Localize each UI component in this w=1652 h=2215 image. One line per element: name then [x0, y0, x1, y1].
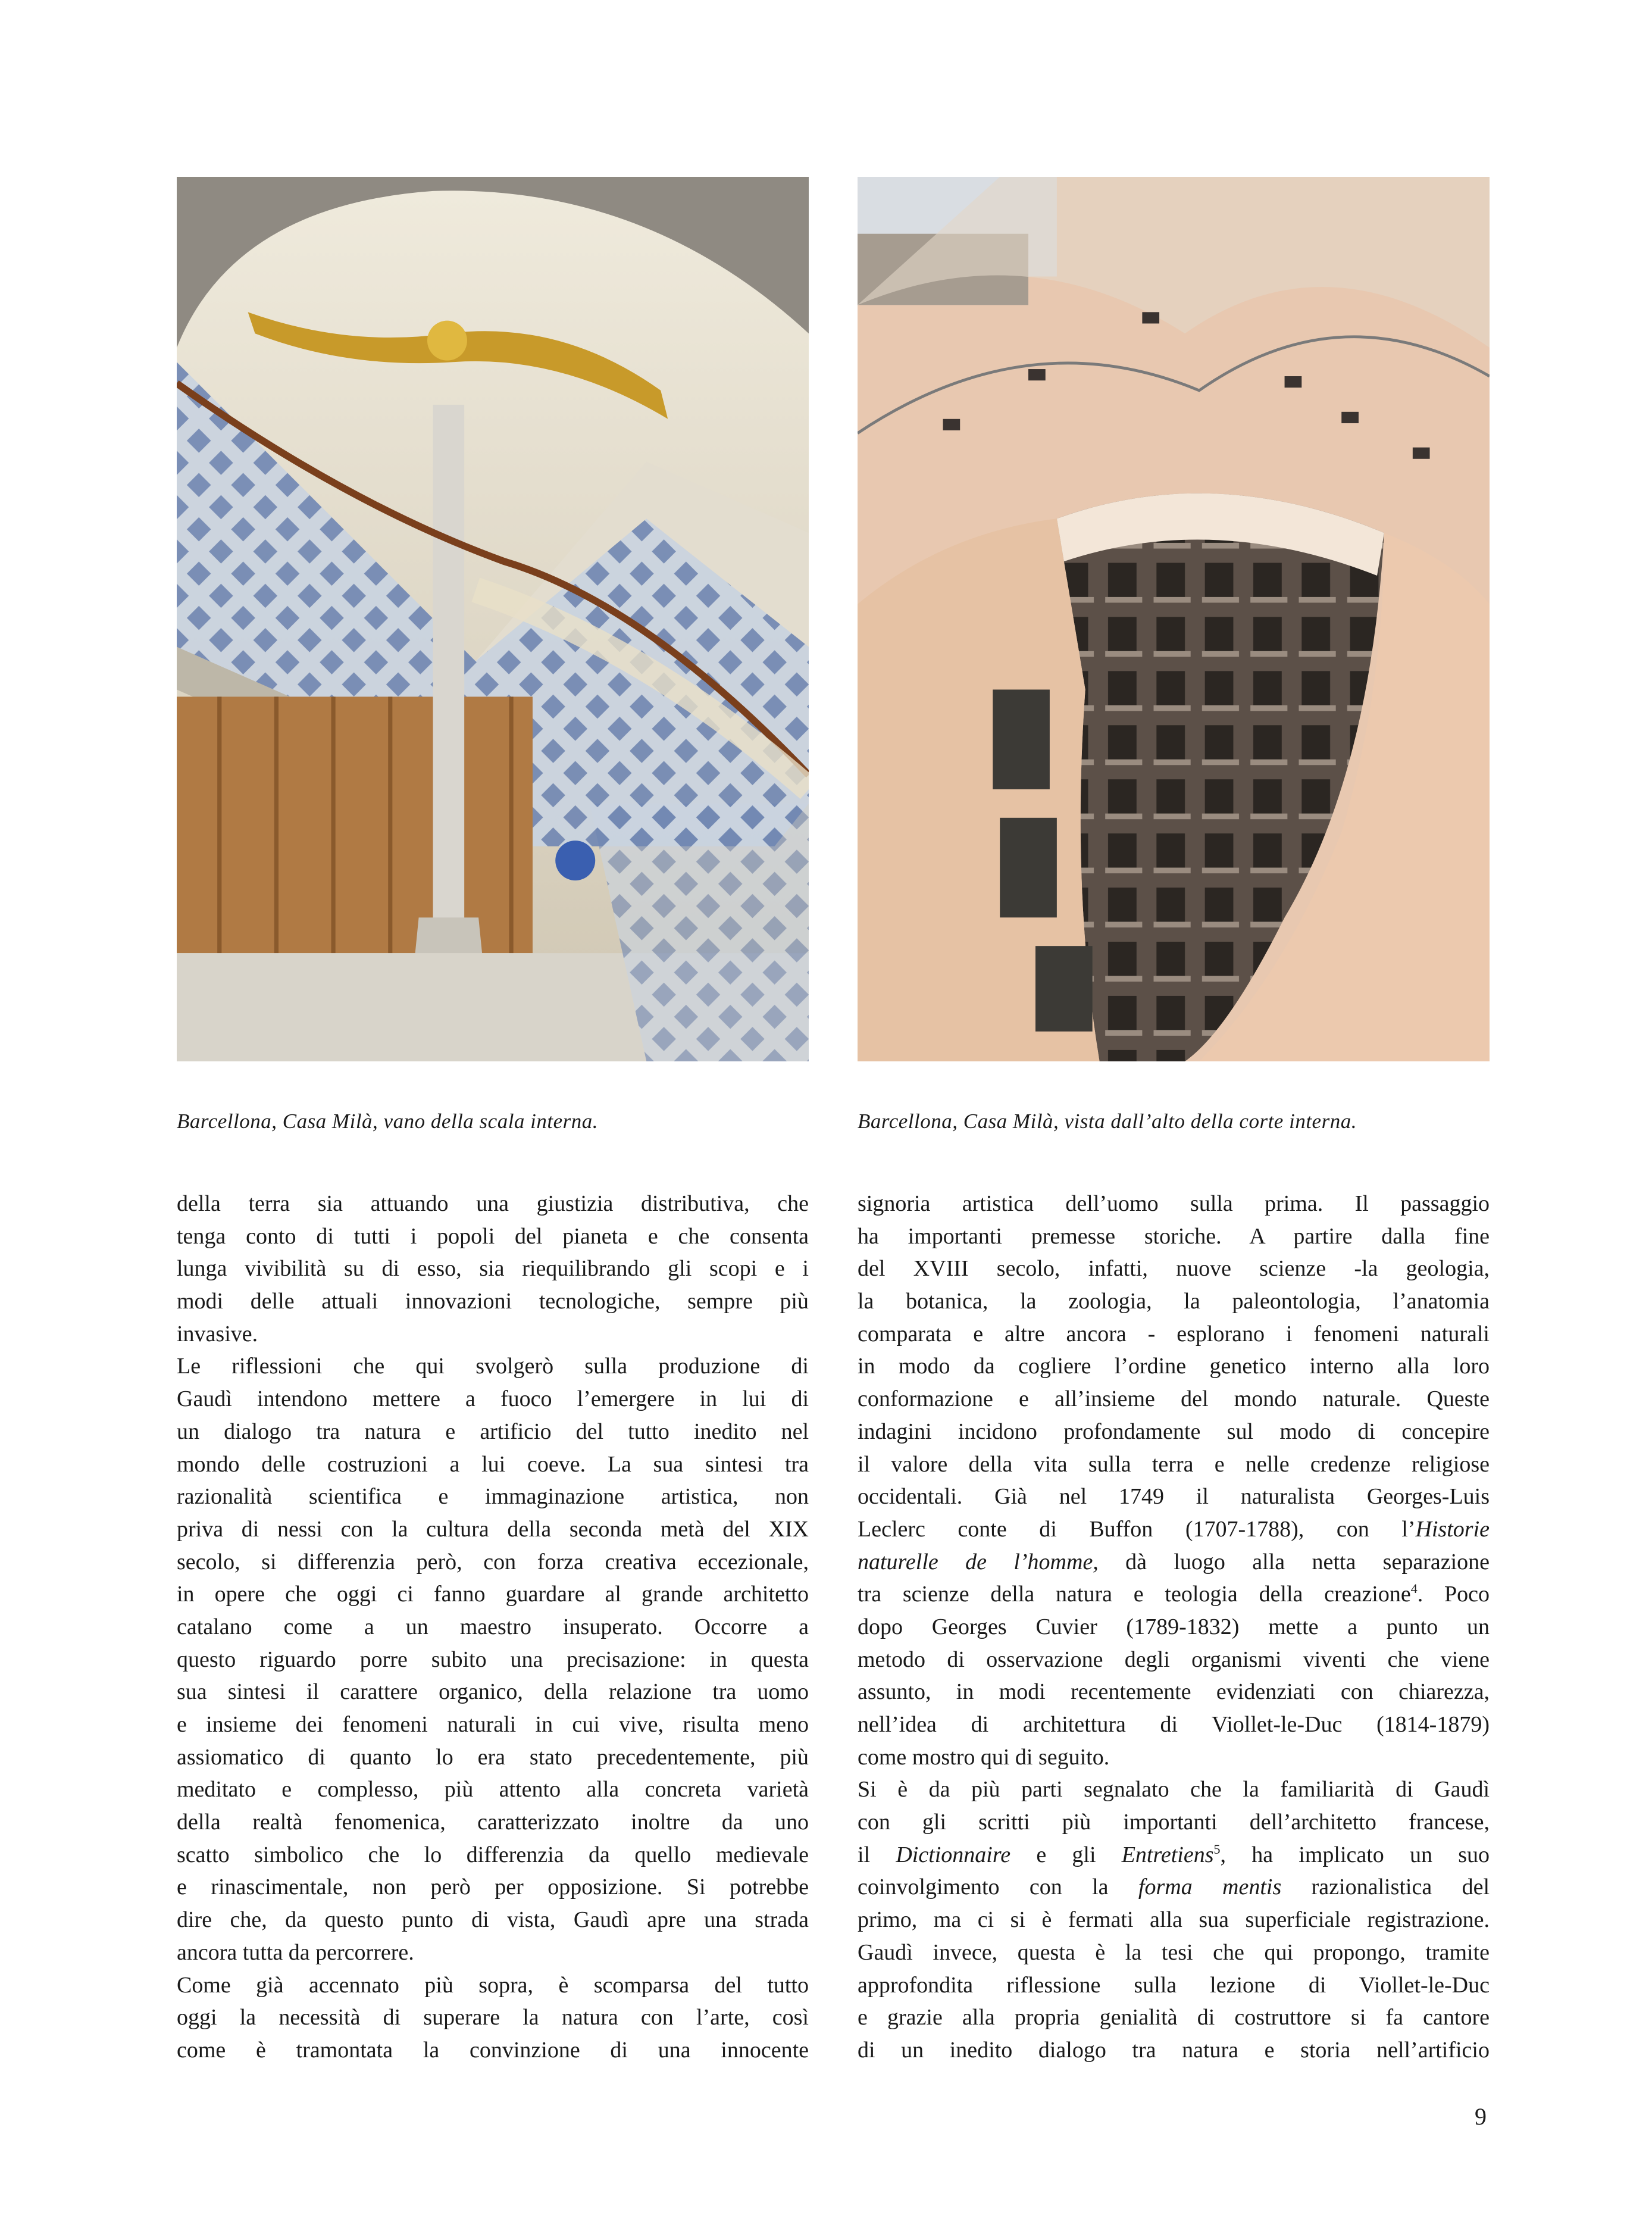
footnote-ref[interactable]: 4	[1410, 1581, 1418, 1597]
text-run[interactable]: modi delle attuali innovazioni tecnologiche, sempre più	[177, 1289, 809, 1314]
text-run[interactable]: assunto, in modi recentemente evidenziati con chiarezza,	[858, 1679, 1490, 1705]
text-run[interactable]: come è tramontata la convinzione di una innocente	[177, 2037, 809, 2063]
text-line	[177, 1871, 809, 1904]
text-line	[177, 1708, 809, 1741]
text-line	[177, 1480, 809, 1513]
italic-title: Dictionnaire	[896, 1842, 1011, 1867]
text-line	[858, 1285, 1490, 1318]
text-run[interactable]: primo, ma ci si è fermati alla sua superficiale registrazione.	[858, 1907, 1490, 1933]
text-run[interactable]: conformazione e all’insieme del mondo naturale. Queste	[858, 1386, 1490, 1412]
italic-title: Entretiens	[1121, 1842, 1214, 1867]
text-run[interactable]: dire che, da questo punto di vista, Gaudì apre una strada	[177, 1907, 809, 1933]
text-line	[858, 1220, 1490, 1253]
text-line	[858, 1480, 1490, 1513]
text-run[interactable]: di un inedito dialogo tra natura e storia nell’artificio	[858, 2037, 1490, 2063]
text-column-right	[858, 1188, 1490, 2067]
text-line	[177, 1252, 809, 1285]
text-line	[177, 1448, 809, 1481]
text-run[interactable]: tenga conto di tutti i popoli del pianeta e che consenta	[177, 1223, 809, 1249]
text-run[interactable]: della terra sia attuando una giustizia distributiva, che	[177, 1191, 809, 1216]
text-run[interactable]: scatto simbolico che lo differenzia da quello medievale	[177, 1842, 809, 1867]
text-run[interactable]: , ha implicato un suo	[1220, 1842, 1490, 1867]
footnote-ref[interactable]: 5	[1213, 1841, 1221, 1857]
text-line	[858, 1252, 1490, 1285]
text-run[interactable]: razionalistica del	[1281, 1875, 1490, 1900]
text-run[interactable]: metodo di osservazione degli organismi viventi che viene	[858, 1647, 1490, 1672]
text-run[interactable]: razionalità scientifica e immaginazione artistica, non	[177, 1484, 809, 1510]
text-line	[858, 1969, 1490, 2002]
figure-caption-right: Barcellona, Casa Milà, vista dall’alto della corte interna.	[858, 1110, 1357, 1133]
text-line	[177, 1773, 809, 1806]
text-line	[177, 1806, 809, 1839]
text-line	[858, 1773, 1490, 1806]
text-line	[858, 1741, 1490, 1774]
text-run[interactable]: tra scienze della natura e teologia della creazione	[858, 1582, 1411, 1607]
text-line	[858, 1318, 1490, 1351]
text-run[interactable]: e rinascimentale, non però per opposizione. Si potrebbe	[177, 1875, 809, 1900]
text-run[interactable]: ha importanti premesse storiche. A partire dalla fine	[858, 1223, 1490, 1249]
text-line	[177, 2034, 809, 2067]
text-line	[177, 1969, 809, 2002]
text-line	[177, 1416, 809, 1448]
text-line	[858, 1839, 1490, 1872]
courtyard-illustration	[858, 177, 1490, 1061]
text-run[interactable]: lunga vivibilità su di esso, sia riequilibrando gli scopi e i	[177, 1256, 809, 1282]
text-line	[858, 1513, 1490, 1546]
text-column-left	[177, 1188, 809, 2067]
text-line	[177, 1513, 809, 1546]
text-line	[177, 2001, 809, 2034]
figure-caption-left: Barcellona, Casa Milà, vano della scala interna.	[177, 1110, 599, 1133]
text-run[interactable]: il valore della vita sulla terra e nelle credenze religiose	[858, 1451, 1490, 1477]
text-run[interactable]: come mostro qui di seguito.	[858, 1744, 1110, 1770]
text-line	[177, 1578, 809, 1611]
text-run[interactable]: secolo, si differenzia però, con forza creativa eccezionale,	[177, 1549, 809, 1574]
staircase-illustration	[177, 177, 809, 1061]
text-run[interactable]: e insieme dei fenomeni naturali in cui vive, risulta meno	[177, 1712, 809, 1737]
text-run[interactable]: oggi la necessità di superare la natura con l’arte, così	[177, 2005, 809, 2030]
italic-title: naturelle de l’homme,	[858, 1549, 1099, 1574]
text-run[interactable]: priva di nessi con la cultura della seconda metà del XIX	[177, 1516, 809, 1542]
text-line	[858, 1350, 1490, 1383]
text-run[interactable]: catalano come a un maestro insuperato. Occorre a	[177, 1614, 809, 1639]
text-run[interactable]: dà luogo alla netta separazione	[1098, 1549, 1490, 1574]
text-line	[177, 1839, 809, 1872]
text-run[interactable]: . Poco	[1417, 1582, 1490, 1607]
text-run[interactable]: Gaudì intendono mettere a fuoco l’emergere in lui di	[177, 1386, 809, 1412]
photo-casa-mila-staircase	[177, 177, 809, 1061]
text-line	[858, 1188, 1490, 1220]
text-line	[177, 1285, 809, 1318]
text-run[interactable]: e gli	[1010, 1842, 1122, 1867]
text-line	[858, 1708, 1490, 1741]
text-run[interactable]: occidentali. Già nel 1749 il naturalista Georges-Luis	[858, 1484, 1490, 1510]
text-line	[858, 1644, 1490, 1676]
text-run[interactable]: meditato e complesso, più attento alla concreta varietà	[177, 1777, 809, 1802]
text-run[interactable]: approfondita riflessione sulla lezione di Viollet-le-Duc	[858, 1972, 1490, 1998]
text-line	[177, 1350, 809, 1383]
text-run[interactable]: nell’idea di architettura di Viollet-le-Duc (1814-1879)	[858, 1712, 1490, 1737]
text-run[interactable]: Le riflessioni che qui svolgerò sulla produzione di	[177, 1354, 809, 1379]
text-run[interactable]: in opere che oggi ci fanno guardare al grande architetto	[177, 1582, 809, 1607]
text-run[interactable]: un dialogo tra natura e artificio del tutto inedito nel	[177, 1419, 809, 1444]
photo-casa-mila-courtyard	[858, 177, 1490, 1061]
page-number: 9	[1475, 2103, 1487, 2130]
text-run[interactable]: signoria artistica dell’uomo sulla prima. Il passaggio	[858, 1191, 1490, 1216]
text-line	[177, 1904, 809, 1936]
text-run[interactable]: Gaudì invece, questa è la tesi che qui propongo, tramite	[858, 1939, 1490, 1965]
text-line	[858, 1936, 1490, 1969]
text-run[interactable]: indagini incidono profondamente sul modo di concepire	[858, 1419, 1490, 1444]
text-line	[858, 1383, 1490, 1416]
text-line	[858, 2034, 1490, 2067]
text-run[interactable]: la botanica, la zoologia, la paleontologia, l’anatomia	[858, 1289, 1490, 1314]
text-line	[177, 1318, 809, 1351]
text-run[interactable]: sua sintesi il carattere organico, della relazione tra uomo	[177, 1679, 809, 1705]
text-line	[858, 1676, 1490, 1708]
text-line	[858, 1578, 1490, 1611]
text-line	[177, 1936, 809, 1969]
text-run[interactable]: mondo delle costruzioni a lui coeve. La sua sintesi tra	[177, 1451, 809, 1477]
text-line	[858, 2001, 1490, 2034]
text-line	[858, 1806, 1490, 1839]
text-line	[177, 1383, 809, 1416]
text-run[interactable]: questo riguardo porre subito una precisazione: in questa	[177, 1647, 809, 1672]
text-run[interactable]: il	[858, 1842, 896, 1867]
text-run[interactable]: e grazie alla propria genialità di costruttore si fa cantore	[858, 2005, 1490, 2030]
text-run[interactable]: del XVIII secolo, infatti, nuove scienze -la geologia,	[858, 1256, 1490, 1282]
text-line	[858, 1416, 1490, 1448]
text-line	[858, 1546, 1490, 1579]
text-line	[177, 1220, 809, 1253]
text-line	[177, 1611, 809, 1644]
text-run[interactable]: della realtà fenomenica, caratterizzato inoltre da uno	[177, 1810, 809, 1835]
text-line	[858, 1611, 1490, 1644]
text-line	[177, 1546, 809, 1579]
text-run[interactable]: Come già accennato più sopra, è scomparsa del tutto	[177, 1972, 809, 1998]
text-run[interactable]: assiomatico di quanto lo era stato precedentemente, più	[177, 1744, 809, 1770]
text-line	[858, 1904, 1490, 1936]
text-run[interactable]: con gli scritti più importanti dell’architetto francese,	[858, 1810, 1490, 1835]
text-line	[177, 1676, 809, 1708]
italic-title: Historie	[1415, 1516, 1490, 1542]
text-run[interactable]: invasive.	[177, 1321, 258, 1347]
text-line	[858, 1448, 1490, 1481]
text-run[interactable]: comparata e altre ancora - esplorano i fenomeni naturali	[858, 1321, 1490, 1347]
text-run[interactable]: Si è da più parti segnalato che la familiarità di Gaudì	[858, 1777, 1490, 1802]
text-run[interactable]: Leclerc conte di Buffon (1707-1788), con l’	[858, 1516, 1416, 1542]
text-run[interactable]: dopo Georges Cuvier (1789-1832) mette a punto un	[858, 1614, 1490, 1639]
text-line	[858, 1871, 1490, 1904]
text-run[interactable]: in modo da cogliere l’ordine genetico interno alla loro	[858, 1354, 1490, 1379]
text-run[interactable]: ancora tutta da percorrere.	[177, 1939, 414, 1965]
text-line	[177, 1741, 809, 1774]
text-line	[177, 1188, 809, 1220]
text-run[interactable]: coinvolgimento con la	[858, 1875, 1138, 1900]
italic-title: forma mentis	[1138, 1875, 1282, 1900]
text-line	[177, 1644, 809, 1676]
